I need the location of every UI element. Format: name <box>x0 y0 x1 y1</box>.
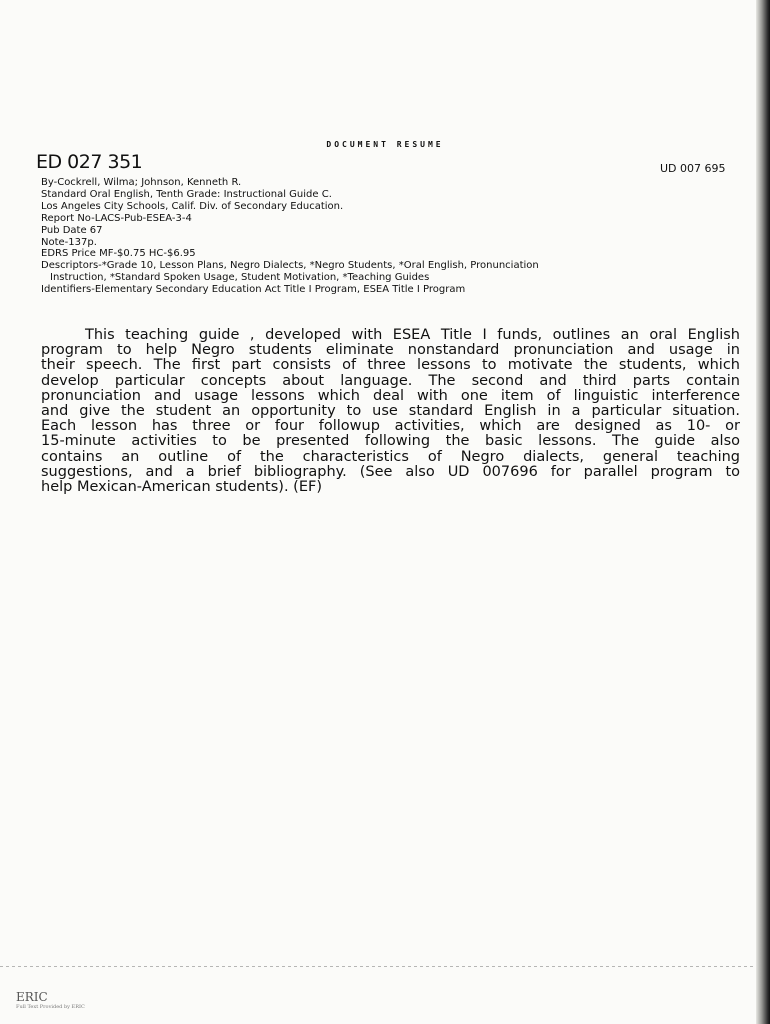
meta-institution: Los Angeles City Schools, Calif. Div. of Secondary Education. <box>41 200 344 212</box>
abstract-line: and give the student an opportunity to use standard English in a particular situation. <box>41 403 740 420</box>
scan-edge <box>756 0 770 1024</box>
meta-authors: By-Cockrell, Wilma; Johnson, Kenneth R. <box>41 177 242 188</box>
abstract-line: Each lesson has three or four followup activities, which are designed as 10- or <box>41 418 740 435</box>
abstract-line: This teaching guide , developed with ESEA Title I funds, outlines an oral English <box>85 327 740 343</box>
abstract-line: develop particular concepts about language. The second and third parts contain <box>41 372 740 389</box>
document-heading: DOCUMENT RESUME <box>326 140 444 149</box>
meta-note: Note-137p. <box>41 236 97 248</box>
abstract-line: help Mexican-American students). (EF) <box>41 479 322 496</box>
abstract-line: suggestions, and a brief bibliography. (See also UD 007696 for parallel program to <box>41 463 740 480</box>
meta-descriptors-cont: Instruction, *Standard Spoken Usage, Student Motivation, *Teaching Guides <box>50 272 430 284</box>
abstract-line: pronunciation and usage lessons which deal with one item of linguistic interference <box>41 387 740 404</box>
meta-pub-date: Pub Date 67 <box>41 224 103 236</box>
meta-edrs-price: EDRS Price MF-$0.75 HC-$6.95 <box>41 248 196 260</box>
scan-divider <box>0 966 760 967</box>
meta-identifiers: Identifiers-Elementary Secondary Education Act Title I Program, ESEA Title I Program <box>41 284 466 296</box>
eric-logo <box>16 990 85 1010</box>
abstract-line: their speech. The first part consists of three lessons to motivate the students, which <box>41 357 740 374</box>
eric-logo-subtext: Full Text Provided by ERIC <box>16 1004 85 1010</box>
meta-descriptors: Descriptors-*Grade 10, Lesson Plans, Negro Dialects, *Negro Students, *Oral English, Pronunciation <box>41 260 539 272</box>
ed-number: ED 027 351 <box>36 151 143 173</box>
abstract-line: contains an outline of the characteristics of Negro dialects, general teaching <box>41 448 740 465</box>
bibliographic-metadata <box>41 177 741 296</box>
abstract-line: 15-minute activities to be presented following the basic lessons. The guide also <box>41 433 740 450</box>
abstract-line: program to help Negro students eliminate nonstandard pronunciation and usage in <box>41 342 740 359</box>
eric-logo-text: ERIC <box>16 990 48 1004</box>
meta-report-no: Report No-LACS-Pub-ESEA-3-4 <box>41 212 192 224</box>
abstract <box>41 328 740 495</box>
meta-title: Standard Oral English, Tenth Grade: Instructional Guide C. <box>41 188 332 200</box>
ud-number: UD 007 695 <box>660 162 726 175</box>
